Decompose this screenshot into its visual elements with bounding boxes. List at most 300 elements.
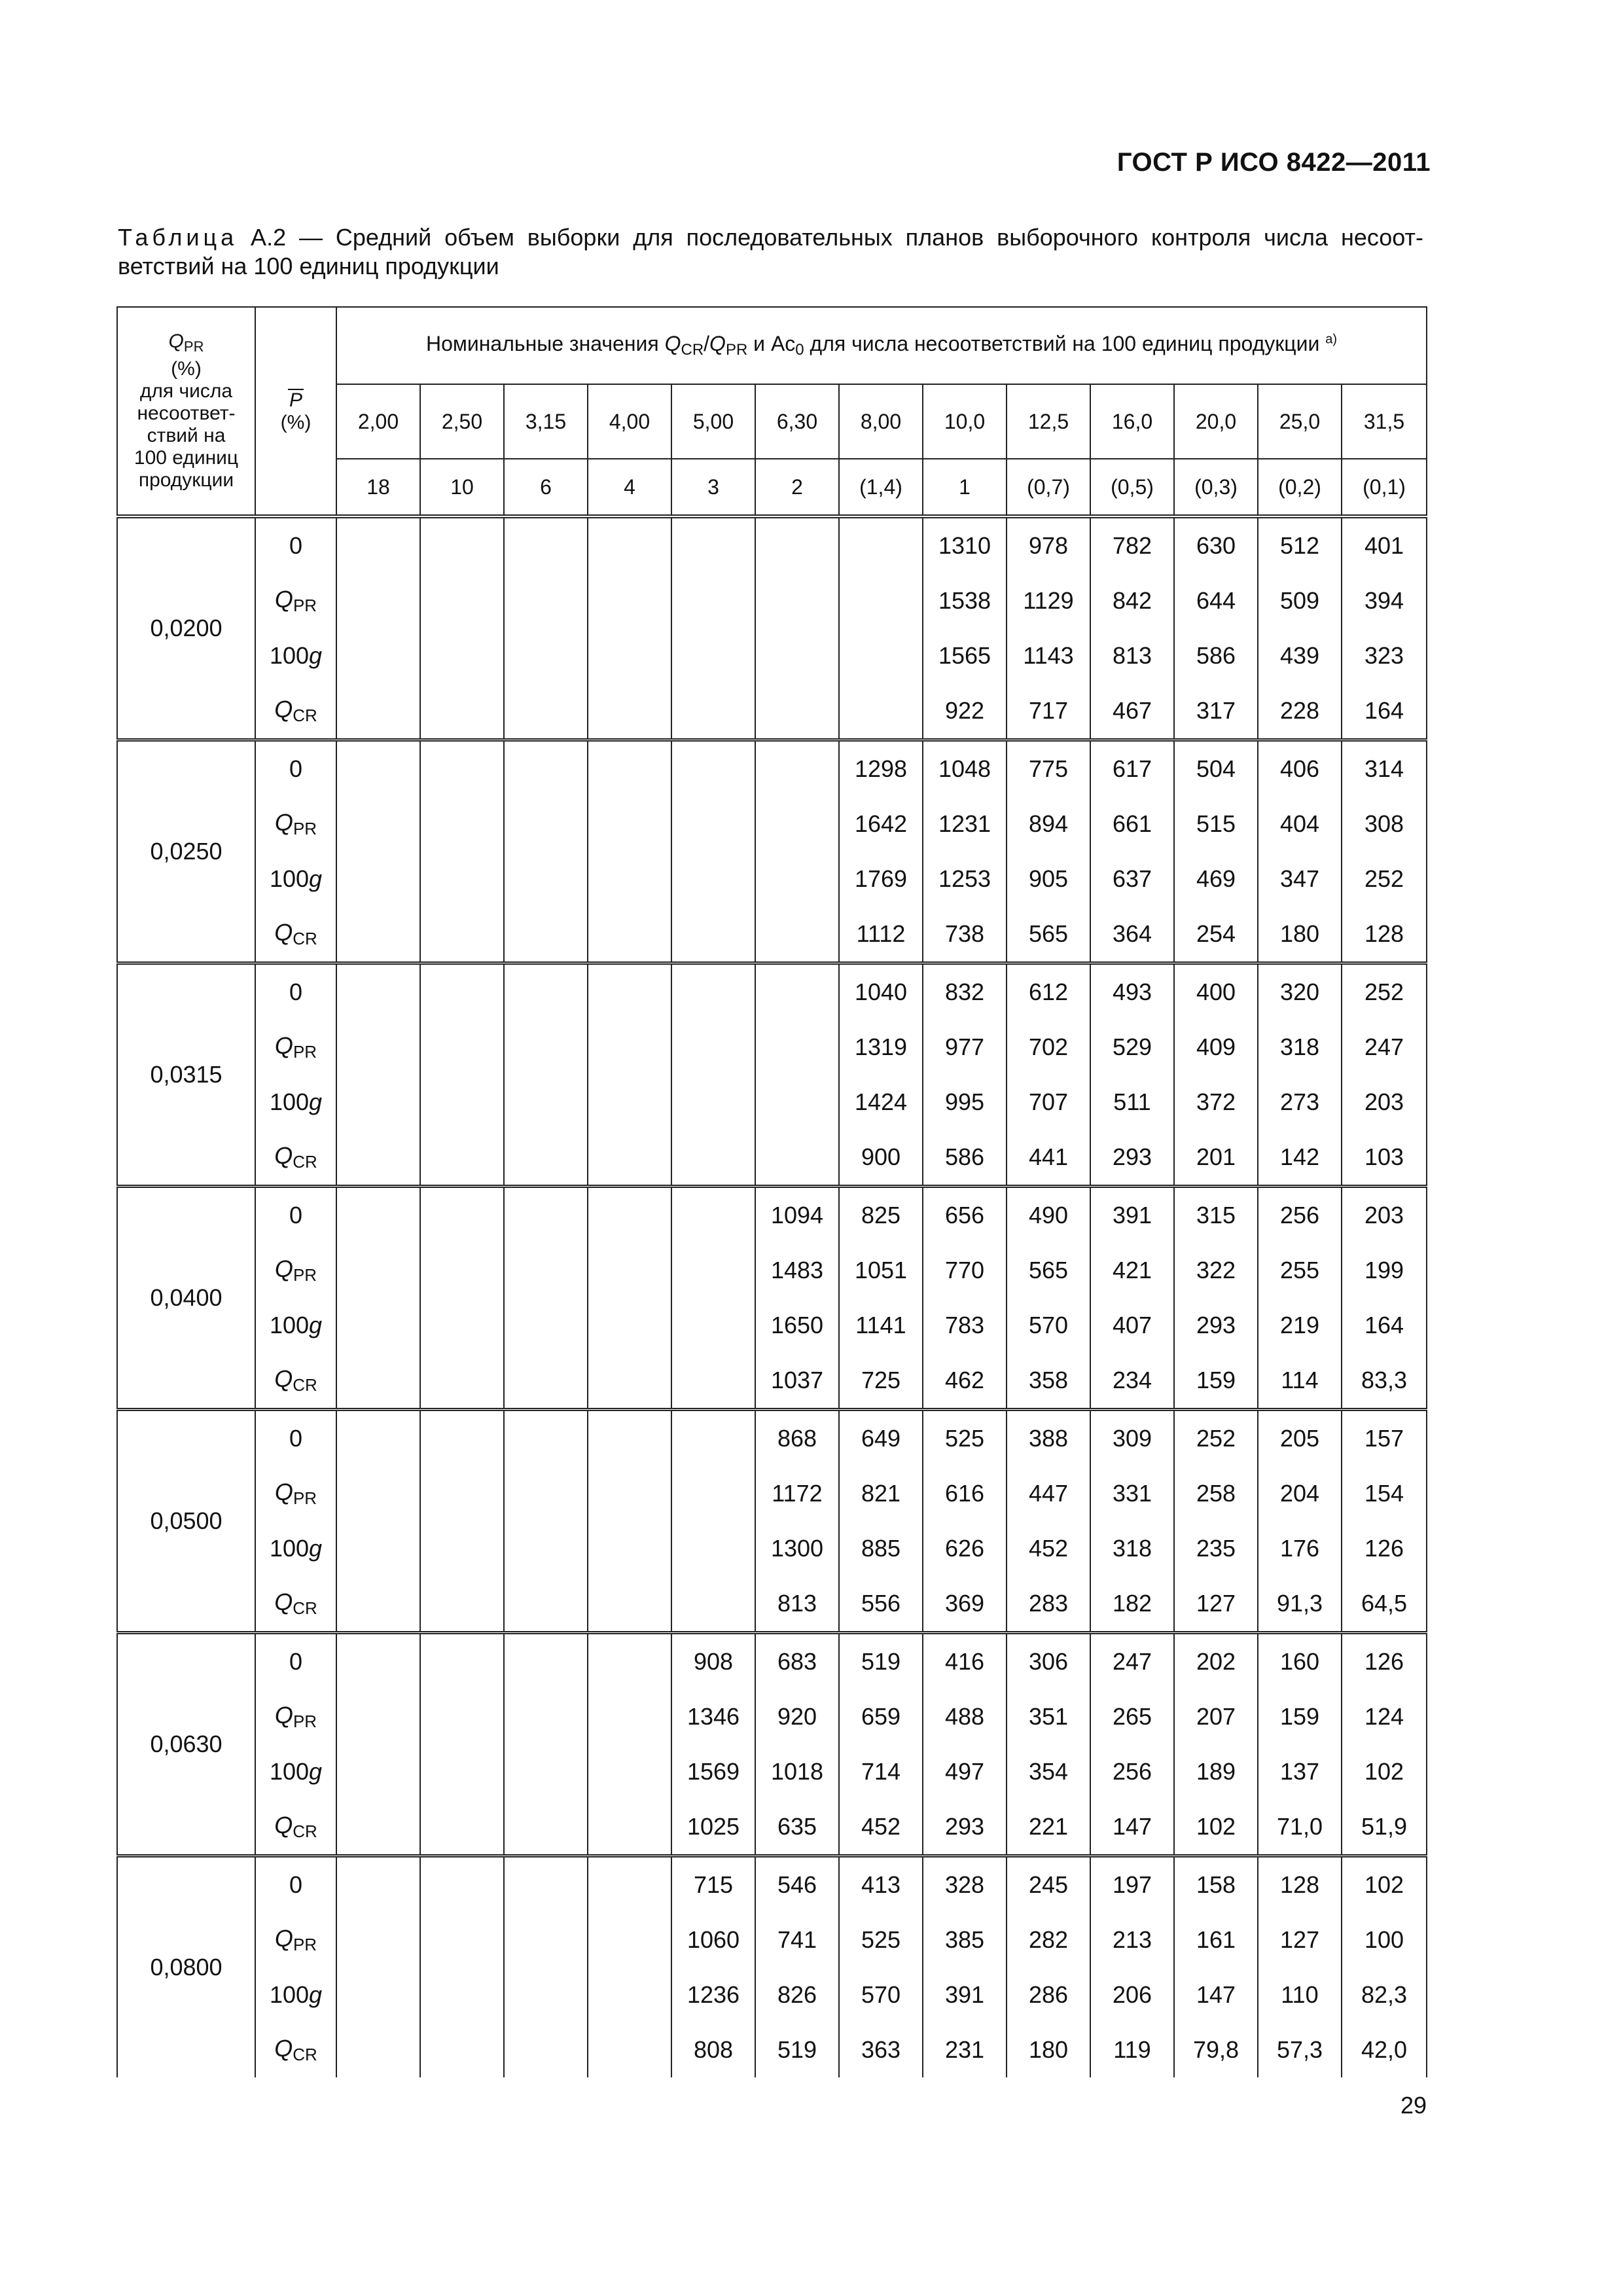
table-cell: 1565	[923, 628, 1007, 683]
table-cell	[336, 1187, 420, 1244]
table-cell	[504, 2022, 588, 2077]
table-cell	[588, 1689, 671, 1744]
table-cell: 497	[923, 1744, 1007, 1799]
table-cell	[504, 1744, 588, 1799]
table-cell: 404	[1258, 797, 1342, 852]
table-cell	[420, 1799, 504, 1856]
table-cell: 283	[1007, 1576, 1090, 1633]
table-cell: 612	[1007, 963, 1090, 1020]
row-label-zero: 0	[255, 1187, 336, 1244]
table-cell	[504, 1353, 588, 1410]
table-cell: 407	[1090, 1298, 1174, 1353]
table-row	[117, 2022, 1427, 2077]
table-cell	[336, 1744, 420, 1799]
table-cell: 421	[1090, 1243, 1174, 1298]
table-cell: 546	[755, 1856, 839, 1913]
table-cell: 293	[1174, 1298, 1258, 1353]
table-cell	[336, 963, 420, 1020]
table-cell: 995	[923, 1075, 1007, 1130]
table-cell: 439	[1258, 628, 1342, 683]
table-cell	[504, 628, 588, 683]
table-cell	[588, 1967, 671, 2022]
table-cell	[588, 852, 671, 906]
table-cell: 519	[755, 2022, 839, 2077]
table-cell	[336, 1020, 420, 1075]
table-row	[117, 797, 1427, 852]
col-header-qpr-line: ствий на	[147, 425, 226, 446]
table-row	[117, 628, 1427, 683]
table-cell	[420, 1243, 504, 1298]
col-header-qpr-line: несоответ-	[137, 403, 236, 424]
col-header-qpr-line: для числа	[139, 380, 233, 402]
table-row	[117, 1744, 1427, 1799]
table-cell	[336, 1576, 420, 1633]
ratio-header-cell: 2,00	[336, 384, 420, 459]
table-cell	[671, 1353, 755, 1410]
table-cell	[336, 1799, 420, 1856]
table-cell: 441	[1007, 1130, 1090, 1187]
table-cell: 637	[1090, 852, 1174, 906]
row-label-100g: 100g	[255, 1075, 336, 1130]
table-cell	[588, 683, 671, 740]
table-cell	[420, 1521, 504, 1576]
row-label-zero: 0	[255, 1633, 336, 1690]
table-cell: 409	[1174, 1020, 1258, 1075]
table-cell: 649	[839, 1410, 923, 1467]
table-cell: 358	[1007, 1353, 1090, 1410]
table-cell: 369	[923, 1576, 1007, 1633]
row-label-zero: 0	[255, 740, 336, 797]
table-cell	[504, 1633, 588, 1690]
ratio-header-cell: 20,0	[1174, 384, 1258, 459]
table-cell	[336, 1353, 420, 1410]
table-row	[117, 963, 1427, 1020]
table-cell	[671, 1466, 755, 1521]
nominal-values-header: Номинальные значения $Q_{CR}/Q_{PR}$ и $Ac_0$ для числа несоответствий на 100 единиц продукции $^{а)}$	[336, 307, 1427, 384]
table-cell	[755, 628, 839, 683]
table-cell	[504, 1576, 588, 1633]
table-row	[117, 906, 1427, 963]
table-row	[117, 1410, 1427, 1467]
table-row	[117, 1633, 1427, 1690]
row-label-qcr: $Q_{CR}$	[255, 906, 336, 963]
table-cell: 157	[1342, 1410, 1427, 1467]
table-cell: 197	[1090, 1856, 1174, 1913]
ac0-header-cell: 2	[755, 459, 839, 516]
table-header	[117, 307, 1427, 516]
table-cell: 127	[1258, 1912, 1342, 1967]
table-row	[117, 1466, 1427, 1521]
table-cell: 1569	[671, 1744, 755, 1799]
ac0-header-cell: 1	[923, 459, 1007, 516]
table-cell	[671, 1020, 755, 1075]
ac0-header-cell: 10	[420, 459, 504, 516]
table-cell	[336, 573, 420, 628]
table-cell	[420, 963, 504, 1020]
table-cell	[588, 1799, 671, 1856]
table-cell	[420, 1967, 504, 2022]
table-cell: 127	[1174, 1576, 1258, 1633]
table-cell	[420, 573, 504, 628]
qpr-value-cell: 0,0500	[117, 1410, 255, 1633]
table-cell: 977	[923, 1020, 1007, 1075]
table-cell: 71,0	[1258, 1799, 1342, 1856]
table-cell: 661	[1090, 797, 1174, 852]
table-caption-text: А.2 — Средний объем выборки для последовательных планов выборочного контроля числа несоот-ветствий на 100 единиц продукции	[118, 224, 1423, 279]
table-cell: 826	[755, 1967, 839, 2022]
ac0-header-cell: (0,7)	[1007, 459, 1090, 516]
table-cell: 102	[1342, 1856, 1427, 1913]
table-cell: 180	[1007, 2022, 1090, 2077]
table-cell	[588, 1130, 671, 1187]
table-cell: 42,0	[1342, 2022, 1427, 2077]
table-cell	[336, 1633, 420, 1690]
table-cell: 206	[1090, 1967, 1174, 2022]
table-cell	[420, 1410, 504, 1467]
table-cell	[336, 628, 420, 683]
table-cell: 351	[1007, 1689, 1090, 1744]
table-cell: 286	[1007, 1967, 1090, 2022]
table-cell: 64,5	[1342, 1576, 1427, 1633]
table-cell: 515	[1174, 797, 1258, 852]
table-row	[117, 1689, 1427, 1744]
table-cell	[755, 963, 839, 1020]
table-cell: 626	[923, 1521, 1007, 1576]
table-cell: 231	[923, 2022, 1007, 2077]
table-cell	[671, 1576, 755, 1633]
table-cell	[420, 516, 504, 573]
table-cell	[504, 1187, 588, 1244]
table-cell: 401	[1342, 516, 1427, 573]
row-label-qcr: $Q_{CR}$	[255, 2022, 336, 2077]
table-cell: 385	[923, 1912, 1007, 1967]
table-cell: 900	[839, 1130, 923, 1187]
table-cell	[588, 1075, 671, 1130]
table-cell	[504, 740, 588, 797]
row-label-qcr: $Q_{CR}$	[255, 1130, 336, 1187]
table-cell: 413	[839, 1856, 923, 1913]
table-cell: 124	[1342, 1689, 1427, 1744]
table-cell: 234	[1090, 1353, 1174, 1410]
table-cell: 364	[1090, 906, 1174, 963]
table-row-group	[117, 1410, 1427, 1633]
table-cell: 142	[1258, 1130, 1342, 1187]
table-cell: 247	[1090, 1633, 1174, 1690]
table-cell	[671, 1130, 755, 1187]
ratio-header-cell: 8,00	[839, 384, 923, 459]
table-cell: 783	[923, 1298, 1007, 1353]
table-cell: 228	[1258, 683, 1342, 740]
col-header-qpr-line: 100 единиц	[134, 447, 239, 469]
col-header-qpr-unit: (%)	[171, 358, 202, 380]
table-cell	[588, 1856, 671, 1913]
table-cell: 885	[839, 1521, 923, 1576]
table-cell: 391	[923, 1967, 1007, 2022]
table-cell	[588, 1243, 671, 1298]
table-cell	[839, 516, 923, 573]
table-cell: 255	[1258, 1243, 1342, 1298]
table-cell: 128	[1342, 906, 1427, 963]
table-cell	[588, 1298, 671, 1353]
table-cell: 57,3	[1258, 2022, 1342, 2077]
table-cell: 1172	[755, 1466, 839, 1521]
table-cell	[504, 797, 588, 852]
table-cell: 782	[1090, 516, 1174, 573]
table-row	[117, 1020, 1427, 1075]
table-cell: 978	[1007, 516, 1090, 573]
table-cell	[504, 516, 588, 573]
table-cell: 137	[1258, 1744, 1342, 1799]
table-cell	[755, 516, 839, 573]
table-cell: 490	[1007, 1187, 1090, 1244]
row-label-qcr: $Q_{CR}$	[255, 1576, 336, 1633]
row-label-100g: 100g	[255, 1298, 336, 1353]
table-cell: 1060	[671, 1912, 755, 1967]
table-cell	[839, 683, 923, 740]
table-cell	[588, 573, 671, 628]
table-cell	[671, 1187, 755, 1244]
table-cell: 164	[1342, 1298, 1427, 1353]
table-cell	[504, 1298, 588, 1353]
table-cell: 252	[1342, 963, 1427, 1020]
table-cell: 126	[1342, 1521, 1427, 1576]
row-label-qpr: $Q_{PR}$	[255, 1020, 336, 1075]
table-cell: 1642	[839, 797, 923, 852]
ratio-header-cell: 31,5	[1342, 384, 1427, 459]
table-cell	[504, 683, 588, 740]
table-cell: 147	[1090, 1799, 1174, 1856]
table-cell: 493	[1090, 963, 1174, 1020]
table-cell: 617	[1090, 740, 1174, 797]
table-cell	[420, 906, 504, 963]
table-cell	[336, 1912, 420, 1967]
ac0-header-cell: (0,2)	[1258, 459, 1342, 516]
ac0-header-cell: 3	[671, 459, 755, 516]
col-header-qpr	[117, 307, 255, 516]
table-row	[117, 573, 1427, 628]
table-cell: 1231	[923, 797, 1007, 852]
table-cell: 126	[1342, 1633, 1427, 1690]
table-cell	[755, 852, 839, 906]
table-cell	[336, 852, 420, 906]
table-cell: 102	[1174, 1799, 1258, 1856]
table-cell	[336, 516, 420, 573]
table-cell: 416	[923, 1633, 1007, 1690]
table-cell: 199	[1342, 1243, 1427, 1298]
table-cell: 323	[1342, 628, 1427, 683]
table-cell: 447	[1007, 1466, 1090, 1521]
table-cell: 203	[1342, 1075, 1427, 1130]
table-cell: 318	[1090, 1521, 1174, 1576]
table-cell: 147	[1174, 1967, 1258, 2022]
table-cell	[755, 906, 839, 963]
ac0-header-cell: (0,3)	[1174, 459, 1258, 516]
table-cell: 908	[671, 1633, 755, 1690]
table-cell: 245	[1007, 1856, 1090, 1913]
table-cell	[336, 1243, 420, 1298]
table-cell	[420, 1130, 504, 1187]
table-row	[117, 1130, 1427, 1187]
table-caption-lead: Таблица	[118, 224, 238, 251]
table-cell	[420, 1353, 504, 1410]
table-cell	[588, 797, 671, 852]
table-cell: 388	[1007, 1410, 1090, 1467]
table-cell: 1037	[755, 1353, 839, 1410]
table-cell: 110	[1258, 1967, 1342, 2022]
table-cell	[839, 628, 923, 683]
table-cell: 1141	[839, 1298, 923, 1353]
table-cell	[504, 1521, 588, 1576]
table-cell: 114	[1258, 1353, 1342, 1410]
table-cell: 406	[1258, 740, 1342, 797]
table-cell	[504, 1410, 588, 1467]
table-cell: 1298	[839, 740, 923, 797]
row-label-100g: 100g	[255, 1967, 336, 2022]
qpr-value-cell: 0,0800	[117, 1856, 255, 2078]
table-cell: 529	[1090, 1020, 1174, 1075]
table-cell: 462	[923, 1353, 1007, 1410]
table-cell: 525	[839, 1912, 923, 1967]
table-cell	[336, 1298, 420, 1353]
table-cell: 391	[1090, 1187, 1174, 1244]
table-cell	[588, 516, 671, 573]
table-cell: 1018	[755, 1744, 839, 1799]
table-row	[117, 1075, 1427, 1130]
row-label-zero: 0	[255, 963, 336, 1020]
table-cell	[755, 1075, 839, 1130]
table-cell	[336, 1521, 420, 1576]
table-cell	[588, 1521, 671, 1576]
table-cell: 293	[923, 1799, 1007, 1856]
table-cell	[588, 1466, 671, 1521]
table-cell: 659	[839, 1689, 923, 1744]
row-label-qcr: $Q_{CR}$	[255, 1799, 336, 1856]
table-cell: 164	[1342, 683, 1427, 740]
table-cell: 221	[1007, 1799, 1090, 1856]
table-cell: 825	[839, 1187, 923, 1244]
table-cell: 741	[755, 1912, 839, 1967]
table-cell	[420, 1689, 504, 1744]
table-cell	[420, 1633, 504, 1690]
table-cell: 347	[1258, 852, 1342, 906]
table-cell	[588, 1410, 671, 1467]
table-cell: 394	[1342, 573, 1427, 628]
table-cell: 160	[1258, 1633, 1342, 1690]
ac0-header-cell: 4	[588, 459, 671, 516]
table-cell: 1040	[839, 963, 923, 1020]
row-label-qpr: $Q_{PR}$	[255, 797, 336, 852]
table-cell: 556	[839, 1576, 923, 1633]
table-row	[117, 1187, 1427, 1244]
table-cell: 1300	[755, 1521, 839, 1576]
table-cell: 683	[755, 1633, 839, 1690]
table-cell	[671, 683, 755, 740]
table-cell: 725	[839, 1353, 923, 1410]
table-cell	[588, 1744, 671, 1799]
table-cell	[588, 628, 671, 683]
table-cell	[588, 2022, 671, 2077]
table-cell: 1025	[671, 1799, 755, 1856]
ratio-header-cell: 16,0	[1090, 384, 1174, 459]
table-cell	[671, 1243, 755, 1298]
table-cell	[671, 1410, 755, 1467]
table-cell: 317	[1174, 683, 1258, 740]
table-cell: 1538	[923, 573, 1007, 628]
table-cell: 202	[1174, 1633, 1258, 1690]
table-row	[117, 1912, 1427, 1967]
table-cell: 570	[1007, 1298, 1090, 1353]
table-cell: 519	[839, 1633, 923, 1690]
table-cell	[671, 963, 755, 1020]
row-label-zero: 0	[255, 1410, 336, 1467]
table-cell: 920	[755, 1689, 839, 1744]
table-cell	[336, 1466, 420, 1521]
table-cell	[755, 683, 839, 740]
table-cell: 318	[1258, 1020, 1342, 1075]
table-row	[117, 683, 1427, 740]
table-cell	[420, 852, 504, 906]
table-cell: 1094	[755, 1187, 839, 1244]
table-cell: 252	[1342, 852, 1427, 906]
table-cell	[504, 1466, 588, 1521]
table-cell: 309	[1090, 1410, 1174, 1467]
table-cell: 738	[923, 906, 1007, 963]
table-cell	[420, 1912, 504, 1967]
table-cell	[588, 1353, 671, 1410]
row-label-100g: 100g	[255, 628, 336, 683]
table-cell	[504, 1856, 588, 1913]
col-header-p-unit: (%)	[280, 411, 312, 433]
table-cell: 707	[1007, 1075, 1090, 1130]
table-cell: 128	[1258, 1856, 1342, 1913]
row-label-qpr: $Q_{PR}$	[255, 573, 336, 628]
table-cell: 656	[923, 1187, 1007, 1244]
table-cell: 159	[1258, 1689, 1342, 1744]
table-cell: 273	[1258, 1075, 1342, 1130]
table-cell	[336, 740, 420, 797]
ratio-header-cell: 6,30	[755, 384, 839, 459]
table-row	[117, 1298, 1427, 1353]
table-row	[117, 516, 1427, 573]
table-cell: 293	[1090, 1130, 1174, 1187]
table-cell: 1253	[923, 852, 1007, 906]
page-number: 29	[1400, 2092, 1427, 2119]
table-cell: 328	[923, 1856, 1007, 1913]
table-cell: 1051	[839, 1243, 923, 1298]
document-header: ГОСТ Р ИСО 8422—2011	[1116, 148, 1431, 177]
row-label-qpr: $Q_{PR}$	[255, 1689, 336, 1744]
table-cell: 182	[1090, 1576, 1174, 1633]
table-cell: 452	[839, 1799, 923, 1856]
table-cell: 1143	[1007, 628, 1090, 683]
table-cell	[336, 1856, 420, 1913]
table-cell	[588, 1020, 671, 1075]
col-header-p	[255, 307, 336, 516]
row-label-100g: 100g	[255, 1744, 336, 1799]
table-cell	[755, 573, 839, 628]
table-cell: 922	[923, 683, 1007, 740]
table-cell: 775	[1007, 740, 1090, 797]
table-cell: 1129	[1007, 573, 1090, 628]
table-cell	[420, 1856, 504, 1913]
ratio-header-cell: 4,00	[588, 384, 671, 459]
qpr-value-cell: 0,0400	[117, 1187, 255, 1410]
table-cell	[504, 573, 588, 628]
table-row	[117, 1856, 1427, 1913]
table-cell	[336, 1130, 420, 1187]
row-label-qpr: $Q_{PR}$	[255, 1912, 336, 1967]
table-cell	[755, 1130, 839, 1187]
